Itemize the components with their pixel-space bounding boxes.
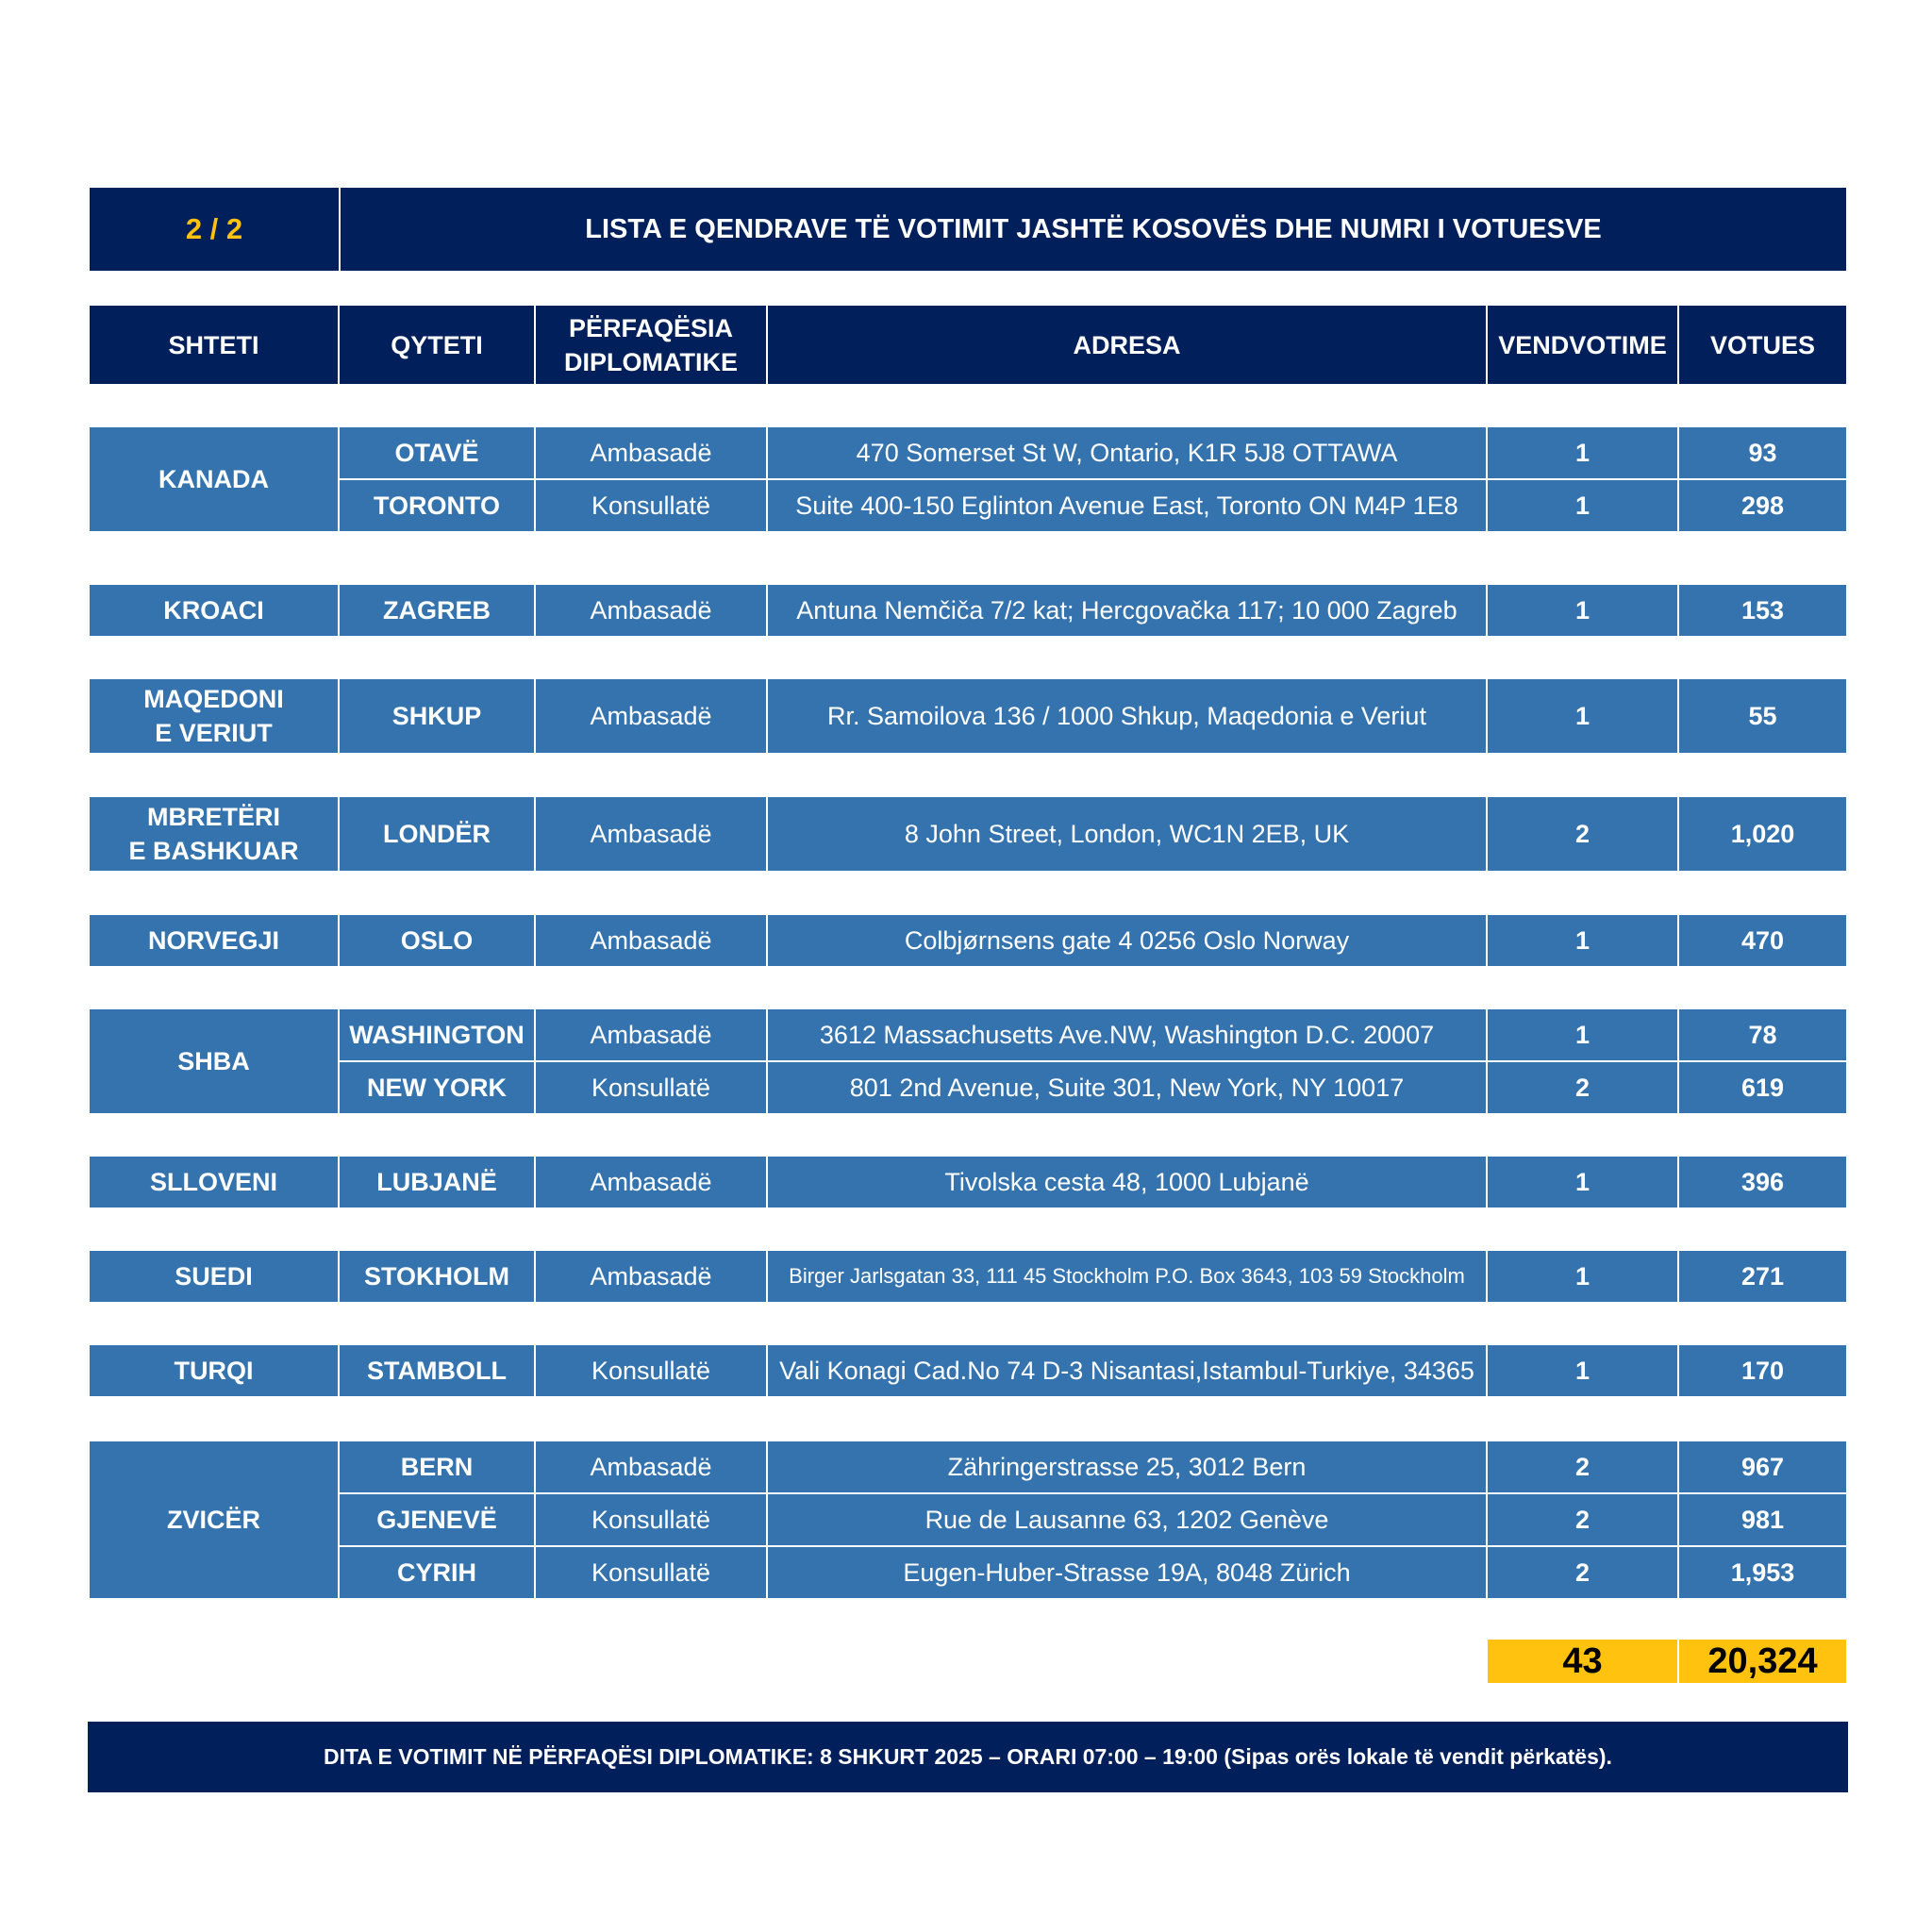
- country-cell: [90, 1251, 338, 1302]
- mission-cell: Konsullatë: [536, 1062, 766, 1113]
- header-mission-line: PËRFAQËSIA: [568, 313, 734, 342]
- voters-cell: 298: [1679, 480, 1846, 531]
- stations-cell: 1: [1488, 1251, 1677, 1302]
- mission-cell: Konsullatë: [536, 1345, 766, 1396]
- country-name: SUEDI: [175, 1262, 253, 1291]
- country-name: KANADA: [158, 465, 269, 493]
- voters-cell: 93: [1679, 427, 1846, 478]
- country-name: TURQI: [174, 1357, 254, 1385]
- city-cell: STAMBOLL: [340, 1345, 534, 1396]
- city-cell: CYRIH: [340, 1547, 534, 1598]
- title-bar: [90, 188, 1846, 271]
- address-cell: 801 2nd Avenue, Suite 301, New York, NY 10017: [768, 1062, 1486, 1113]
- country-cell: [90, 915, 338, 966]
- page-number: 2 / 2: [185, 212, 243, 245]
- country-name: SHBA: [177, 1047, 250, 1075]
- country-name: KROACI: [163, 596, 264, 625]
- city-cell: SHKUP: [340, 679, 534, 753]
- address-cell: Vali Konagi Cad.No 74 D-3 Nisantasi,Istambul-Turkiye, 34365: [768, 1345, 1486, 1396]
- document-title: LISTA E QENDRAVE TË VOTIMIT JASHTË KOSOVËS DHE NUMRI I VOTUESVE: [585, 213, 1602, 244]
- mission-cell: Ambasadë: [536, 585, 766, 636]
- voters-cell: 396: [1679, 1157, 1846, 1208]
- country-name: MBRETËRI: [147, 803, 280, 831]
- voters-cell: 271: [1679, 1251, 1846, 1302]
- voters-cell: 470: [1679, 915, 1846, 966]
- voters-cell: 1,953: [1679, 1547, 1846, 1598]
- header-cell-address: ADRESA: [768, 306, 1486, 384]
- city-cell: WASHINGTON: [340, 1009, 534, 1060]
- voters-cell: 78: [1679, 1009, 1846, 1060]
- header-cell-stations: VENDVOTIME: [1488, 306, 1677, 384]
- address-cell: Eugen-Huber-Strasse 19A, 8048 Zürich: [768, 1547, 1486, 1598]
- mission-cell: Ambasadë: [536, 1251, 766, 1302]
- stations-cell: 1: [1488, 1157, 1677, 1208]
- country-name: NORVEGJI: [147, 926, 280, 955]
- city-cell: ZAGREB: [340, 585, 534, 636]
- address-cell: Colbjørnsens gate 4 0256 Oslo Norway: [768, 915, 1486, 966]
- mission-cell: Ambasadë: [536, 1441, 766, 1492]
- address-cell: Rr. Samoilova 136 / 1000 Shkup, Maqedonia e Veriut: [768, 679, 1486, 753]
- total-voters: 20,324: [1679, 1640, 1846, 1683]
- country-name: MAQEDONI: [143, 685, 284, 713]
- address-cell: Zähringerstrasse 25, 3012 Bern: [768, 1441, 1486, 1492]
- city-cell: LUBJANË: [340, 1157, 534, 1208]
- voters-cell: 1,020: [1679, 797, 1846, 871]
- stations-cell: 1: [1488, 585, 1677, 636]
- city-cell: TORONTO: [340, 480, 534, 531]
- country-cell: [90, 679, 338, 753]
- header-cell-mission: [536, 306, 766, 384]
- stations-cell: 1: [1488, 679, 1677, 753]
- mission-cell: Konsullatë: [536, 1547, 766, 1598]
- voters-cell: 619: [1679, 1062, 1846, 1113]
- voters-cell: 153: [1679, 585, 1846, 636]
- country-cell: [90, 1009, 338, 1113]
- address-cell: Antuna Nemčiča 7/2 kat; Hercgovačka 117; 10 000 Zagreb: [768, 585, 1486, 636]
- address-cell: Birger Jarlsgatan 33, 111 45 Stockholm P.O. Box 3643, 103 59 Stockholm: [768, 1251, 1486, 1302]
- city-cell: BERN: [340, 1441, 534, 1492]
- total-stations: 43: [1488, 1640, 1677, 1683]
- country-name: E VERIUT: [155, 719, 273, 747]
- stations-cell: 1: [1488, 480, 1677, 531]
- stations-cell: 1: [1488, 1009, 1677, 1060]
- country-cell: [90, 427, 338, 531]
- header-cell-country: SHTETI: [90, 306, 338, 384]
- header-mission-line: DIPLOMATIKE: [564, 347, 738, 376]
- stations-cell: 1: [1488, 427, 1677, 478]
- header-cell-voters: VOTUES: [1679, 306, 1846, 384]
- address-cell: Tivolska cesta 48, 1000 Lubjanë: [768, 1157, 1486, 1208]
- mission-cell: Ambasadë: [536, 915, 766, 966]
- address-cell: 470 Somerset St W, Ontario, K1R 5J8 OTTAWA: [768, 427, 1486, 478]
- address-cell: 3612 Massachusetts Ave.NW, Washington D.C. 20007: [768, 1009, 1486, 1060]
- country-cell: [90, 1345, 338, 1396]
- stations-cell: 1: [1488, 915, 1677, 966]
- mission-cell: Konsullatë: [536, 480, 766, 531]
- footer-note: DITA E VOTIMIT NË PËRFAQËSI DIPLOMATIKE: 8 SHKURT 2025 – ORARI 07:00 – 19:00 (Sipas orës lokale të vendit përkatës).: [324, 1744, 1612, 1769]
- country-cell: [90, 585, 338, 636]
- stations-cell: 2: [1488, 1547, 1677, 1598]
- mission-cell: Ambasadë: [536, 1157, 766, 1208]
- footer-bar: [88, 1722, 1848, 1792]
- country-name: E BASHKUAR: [128, 837, 299, 865]
- stations-cell: 2: [1488, 1062, 1677, 1113]
- city-cell: OTAVË: [340, 427, 534, 478]
- voters-cell: 981: [1679, 1494, 1846, 1545]
- country-cell: [90, 1157, 338, 1208]
- mission-cell: Ambasadë: [536, 797, 766, 871]
- stations-cell: 2: [1488, 797, 1677, 871]
- city-cell: LONDËR: [340, 797, 534, 871]
- voters-cell: 55: [1679, 679, 1846, 753]
- stations-cell: 2: [1488, 1441, 1677, 1492]
- city-cell: OSLO: [340, 915, 534, 966]
- mission-cell: Ambasadë: [536, 1009, 766, 1060]
- voters-cell: 967: [1679, 1441, 1846, 1492]
- mission-cell: Konsullatë: [536, 1494, 766, 1545]
- city-cell: STOKHOLM: [340, 1251, 534, 1302]
- country-cell: [90, 797, 338, 871]
- mission-cell: Ambasadë: [536, 679, 766, 753]
- header-cell-city: QYTETI: [340, 306, 534, 384]
- country-name: SLLOVENI: [149, 1168, 277, 1196]
- address-cell: 8 John Street, London, WC1N 2EB, UK: [768, 797, 1486, 871]
- stations-cell: 2: [1488, 1494, 1677, 1545]
- country-cell: [90, 1441, 338, 1598]
- address-cell: Suite 400-150 Eglinton Avenue East, Toronto ON M4P 1E8: [768, 480, 1486, 531]
- city-cell: GJENEVË: [340, 1494, 534, 1545]
- address-cell: Rue de Lausanne 63, 1202 Genève: [768, 1494, 1486, 1545]
- mission-cell: Ambasadë: [536, 427, 766, 478]
- stations-cell: 1: [1488, 1345, 1677, 1396]
- country-name: ZVICËR: [166, 1506, 260, 1534]
- voters-cell: 170: [1679, 1345, 1846, 1396]
- city-cell: NEW YORK: [340, 1062, 534, 1113]
